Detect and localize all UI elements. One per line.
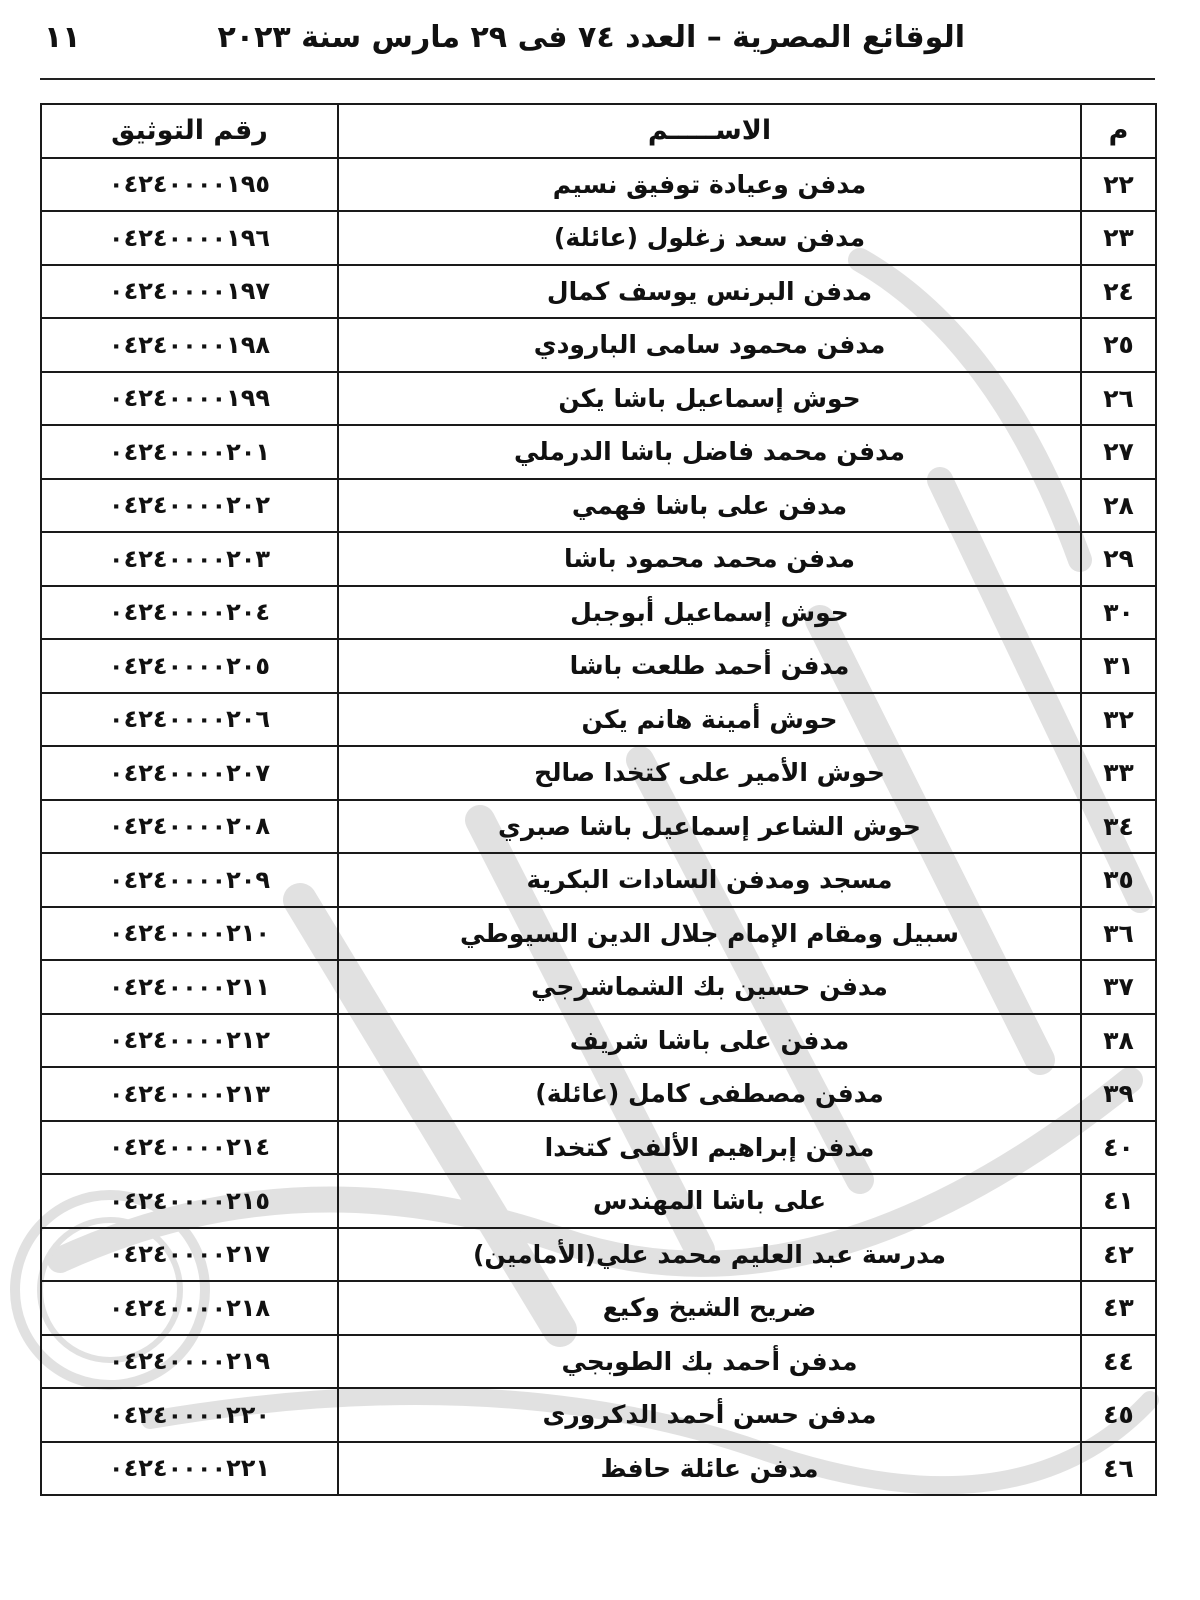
row-number-cell: ٢٣ <box>1081 211 1156 265</box>
row-number-cell: ٣٩ <box>1081 1067 1156 1121</box>
site-name-cell: مدفن عائلة حافظ <box>338 1442 1081 1496</box>
site-name-cell: حوش الأمير على كتخدا صالح <box>338 746 1081 800</box>
registry-table <box>40 103 1157 1496</box>
documentation-number-cell: ٠٤٢٤٠٠٠٠٢١٩ <box>41 1335 338 1389</box>
registry-table-container <box>40 103 1155 1496</box>
documentation-number-cell: ٠٤٢٤٠٠٠٠٢١٤ <box>41 1121 338 1175</box>
site-name-cell: ضريح الشيخ وكيع <box>338 1281 1081 1335</box>
row-number-cell: ٣٥ <box>1081 853 1156 907</box>
site-name-cell: مدفن البرنس يوسف كمال <box>338 265 1081 319</box>
row-number-cell: ٣١ <box>1081 639 1156 693</box>
documentation-number-cell: ٠٤٢٤٠٠٠٠٢٢١ <box>41 1442 338 1496</box>
documentation-number-cell: ٠٤٢٤٠٠٠٠١٩٧ <box>41 265 338 319</box>
row-number-cell: ٤٥ <box>1081 1388 1156 1442</box>
table-row <box>41 1067 1156 1121</box>
documentation-number-cell: ٠٤٢٤٠٠٠٠٢١٠ <box>41 907 338 961</box>
table-row <box>41 158 1156 212</box>
documentation-number-cell: ٠٤٢٤٠٠٠٠٢٠٣ <box>41 532 338 586</box>
table-row <box>41 425 1156 479</box>
documentation-number-cell: ٠٤٢٤٠٠٠٠٢١٥ <box>41 1174 338 1228</box>
site-name-cell: مدفن أحمد بك الطوبجي <box>338 1335 1081 1389</box>
page-header <box>40 10 1155 70</box>
documentation-number-cell: ٠٤٢٤٠٠٠٠١٩٥ <box>41 158 338 212</box>
row-number-cell: ٣٨ <box>1081 1014 1156 1068</box>
documentation-number-cell: ٠٤٢٤٠٠٠٠٢٠٩ <box>41 853 338 907</box>
table-row <box>41 639 1156 693</box>
column-header-name: الاســـــم <box>338 104 1081 158</box>
documentation-number-cell: ٠٤٢٤٠٠٠٠٢١٣ <box>41 1067 338 1121</box>
site-name-cell: حوش أمينة هانم يكن <box>338 693 1081 747</box>
site-name-cell: مدفن على باشا شريف <box>338 1014 1081 1068</box>
gazette-title: الوقائع المصرية – العدد ٧٤ فى ٢٩ مارس سنة ٢٠٢٣ <box>217 20 965 55</box>
table-row <box>41 1281 1156 1335</box>
site-name-cell: على باشا المهندس <box>338 1174 1081 1228</box>
table-row <box>41 1014 1156 1068</box>
row-number-cell: ٤٤ <box>1081 1335 1156 1389</box>
documentation-number-cell: ٠٤٢٤٠٠٠٠٢١٢ <box>41 1014 338 1068</box>
row-number-cell: ٣٧ <box>1081 960 1156 1014</box>
site-name-cell: مسجد ومدفن السادات البكرية <box>338 853 1081 907</box>
row-number-cell: ٢٩ <box>1081 532 1156 586</box>
site-name-cell: مدفن حسن أحمد الدكرورى <box>338 1388 1081 1442</box>
table-row <box>41 960 1156 1014</box>
table-row <box>41 746 1156 800</box>
site-name-cell: مدفن أحمد طلعت باشا <box>338 639 1081 693</box>
site-name-cell: مدفن إبراهيم الألفى كتخدا <box>338 1121 1081 1175</box>
documentation-number-cell: ٠٤٢٤٠٠٠٠٢٠٥ <box>41 639 338 693</box>
documentation-number-cell: ٠٤٢٤٠٠٠٠٢٢٠ <box>41 1388 338 1442</box>
table-body <box>41 158 1156 1496</box>
documentation-number-cell: ٠٤٢٤٠٠٠٠٢١٨ <box>41 1281 338 1335</box>
table-row <box>41 853 1156 907</box>
site-name-cell: مدفن على باشا فهمي <box>338 479 1081 533</box>
table-row <box>41 372 1156 426</box>
documentation-number-cell: ٠٤٢٤٠٠٠٠٢٠٧ <box>41 746 338 800</box>
site-name-cell: حوش إسماعيل أبوجبل <box>338 586 1081 640</box>
table-header-row <box>41 104 1156 158</box>
row-number-cell: ٤٦ <box>1081 1442 1156 1496</box>
row-number-cell: ٢٨ <box>1081 479 1156 533</box>
row-number-cell: ٢٢ <box>1081 158 1156 212</box>
row-number-cell: ٣٤ <box>1081 800 1156 854</box>
site-name-cell: حوش الشاعر إسماعيل باشا صبري <box>338 800 1081 854</box>
documentation-number-cell: ٠٤٢٤٠٠٠٠٢١١ <box>41 960 338 1014</box>
row-number-cell: ٣٣ <box>1081 746 1156 800</box>
row-number-cell: ٣٢ <box>1081 693 1156 747</box>
site-name-cell: مدفن سعد زغلول (عائلة) <box>338 211 1081 265</box>
documentation-number-cell: ٠٤٢٤٠٠٠٠٢٠١ <box>41 425 338 479</box>
table-row <box>41 211 1156 265</box>
site-name-cell: حوش إسماعيل باشا يكن <box>338 372 1081 426</box>
header-divider <box>40 78 1155 80</box>
table-row <box>41 1121 1156 1175</box>
table-row <box>41 318 1156 372</box>
row-number-cell: ٤٠ <box>1081 1121 1156 1175</box>
documentation-number-cell: ٠٤٢٤٠٠٠٠٢١٧ <box>41 1228 338 1282</box>
site-name-cell: مدفن محمد فاضل باشا الدرملي <box>338 425 1081 479</box>
column-header-code: رقم التوثيق <box>41 104 338 158</box>
table-row <box>41 479 1156 533</box>
row-number-cell: ٢٥ <box>1081 318 1156 372</box>
documentation-number-cell: ٠٤٢٤٠٠٠٠١٩٦ <box>41 211 338 265</box>
page-number: ١١ <box>44 20 81 55</box>
row-number-cell: ٤٢ <box>1081 1228 1156 1282</box>
table-row <box>41 1442 1156 1496</box>
row-number-cell: ٢٧ <box>1081 425 1156 479</box>
row-number-cell: ٢٤ <box>1081 265 1156 319</box>
site-name-cell: مدفن محمد محمود باشا <box>338 532 1081 586</box>
table-row <box>41 265 1156 319</box>
documentation-number-cell: ٠٤٢٤٠٠٠٠٢٠٨ <box>41 800 338 854</box>
row-number-cell: ٣٠ <box>1081 586 1156 640</box>
row-number-cell: ٢٦ <box>1081 372 1156 426</box>
table-row <box>41 693 1156 747</box>
table-row <box>41 1228 1156 1282</box>
documentation-number-cell: ٠٤٢٤٠٠٠٠٢٠٦ <box>41 693 338 747</box>
site-name-cell: مدفن وعيادة توفيق نسيم <box>338 158 1081 212</box>
table-row <box>41 532 1156 586</box>
table-row <box>41 1335 1156 1389</box>
column-header-number: م <box>1081 104 1156 158</box>
table-row <box>41 1174 1156 1228</box>
row-number-cell: ٤١ <box>1081 1174 1156 1228</box>
documentation-number-cell: ٠٤٢٤٠٠٠٠١٩٩ <box>41 372 338 426</box>
table-row <box>41 1388 1156 1442</box>
row-number-cell: ٣٦ <box>1081 907 1156 961</box>
site-name-cell: مدفن حسين بك الشماشرجي <box>338 960 1081 1014</box>
row-number-cell: ٤٣ <box>1081 1281 1156 1335</box>
documentation-number-cell: ٠٤٢٤٠٠٠٠٢٠٢ <box>41 479 338 533</box>
site-name-cell: مدفن مصطفى كامل (عائلة) <box>338 1067 1081 1121</box>
site-name-cell: مدفن محمود سامى البارودي <box>338 318 1081 372</box>
documentation-number-cell: ٠٤٢٤٠٠٠٠٢٠٤ <box>41 586 338 640</box>
table-row <box>41 800 1156 854</box>
table-row <box>41 907 1156 961</box>
documentation-number-cell: ٠٤٢٤٠٠٠٠١٩٨ <box>41 318 338 372</box>
site-name-cell: سبيل ومقام الإمام جلال الدين السيوطي <box>338 907 1081 961</box>
site-name-cell: مدرسة عبد العليم محمد علي(الأمامين) <box>338 1228 1081 1282</box>
table-row <box>41 586 1156 640</box>
